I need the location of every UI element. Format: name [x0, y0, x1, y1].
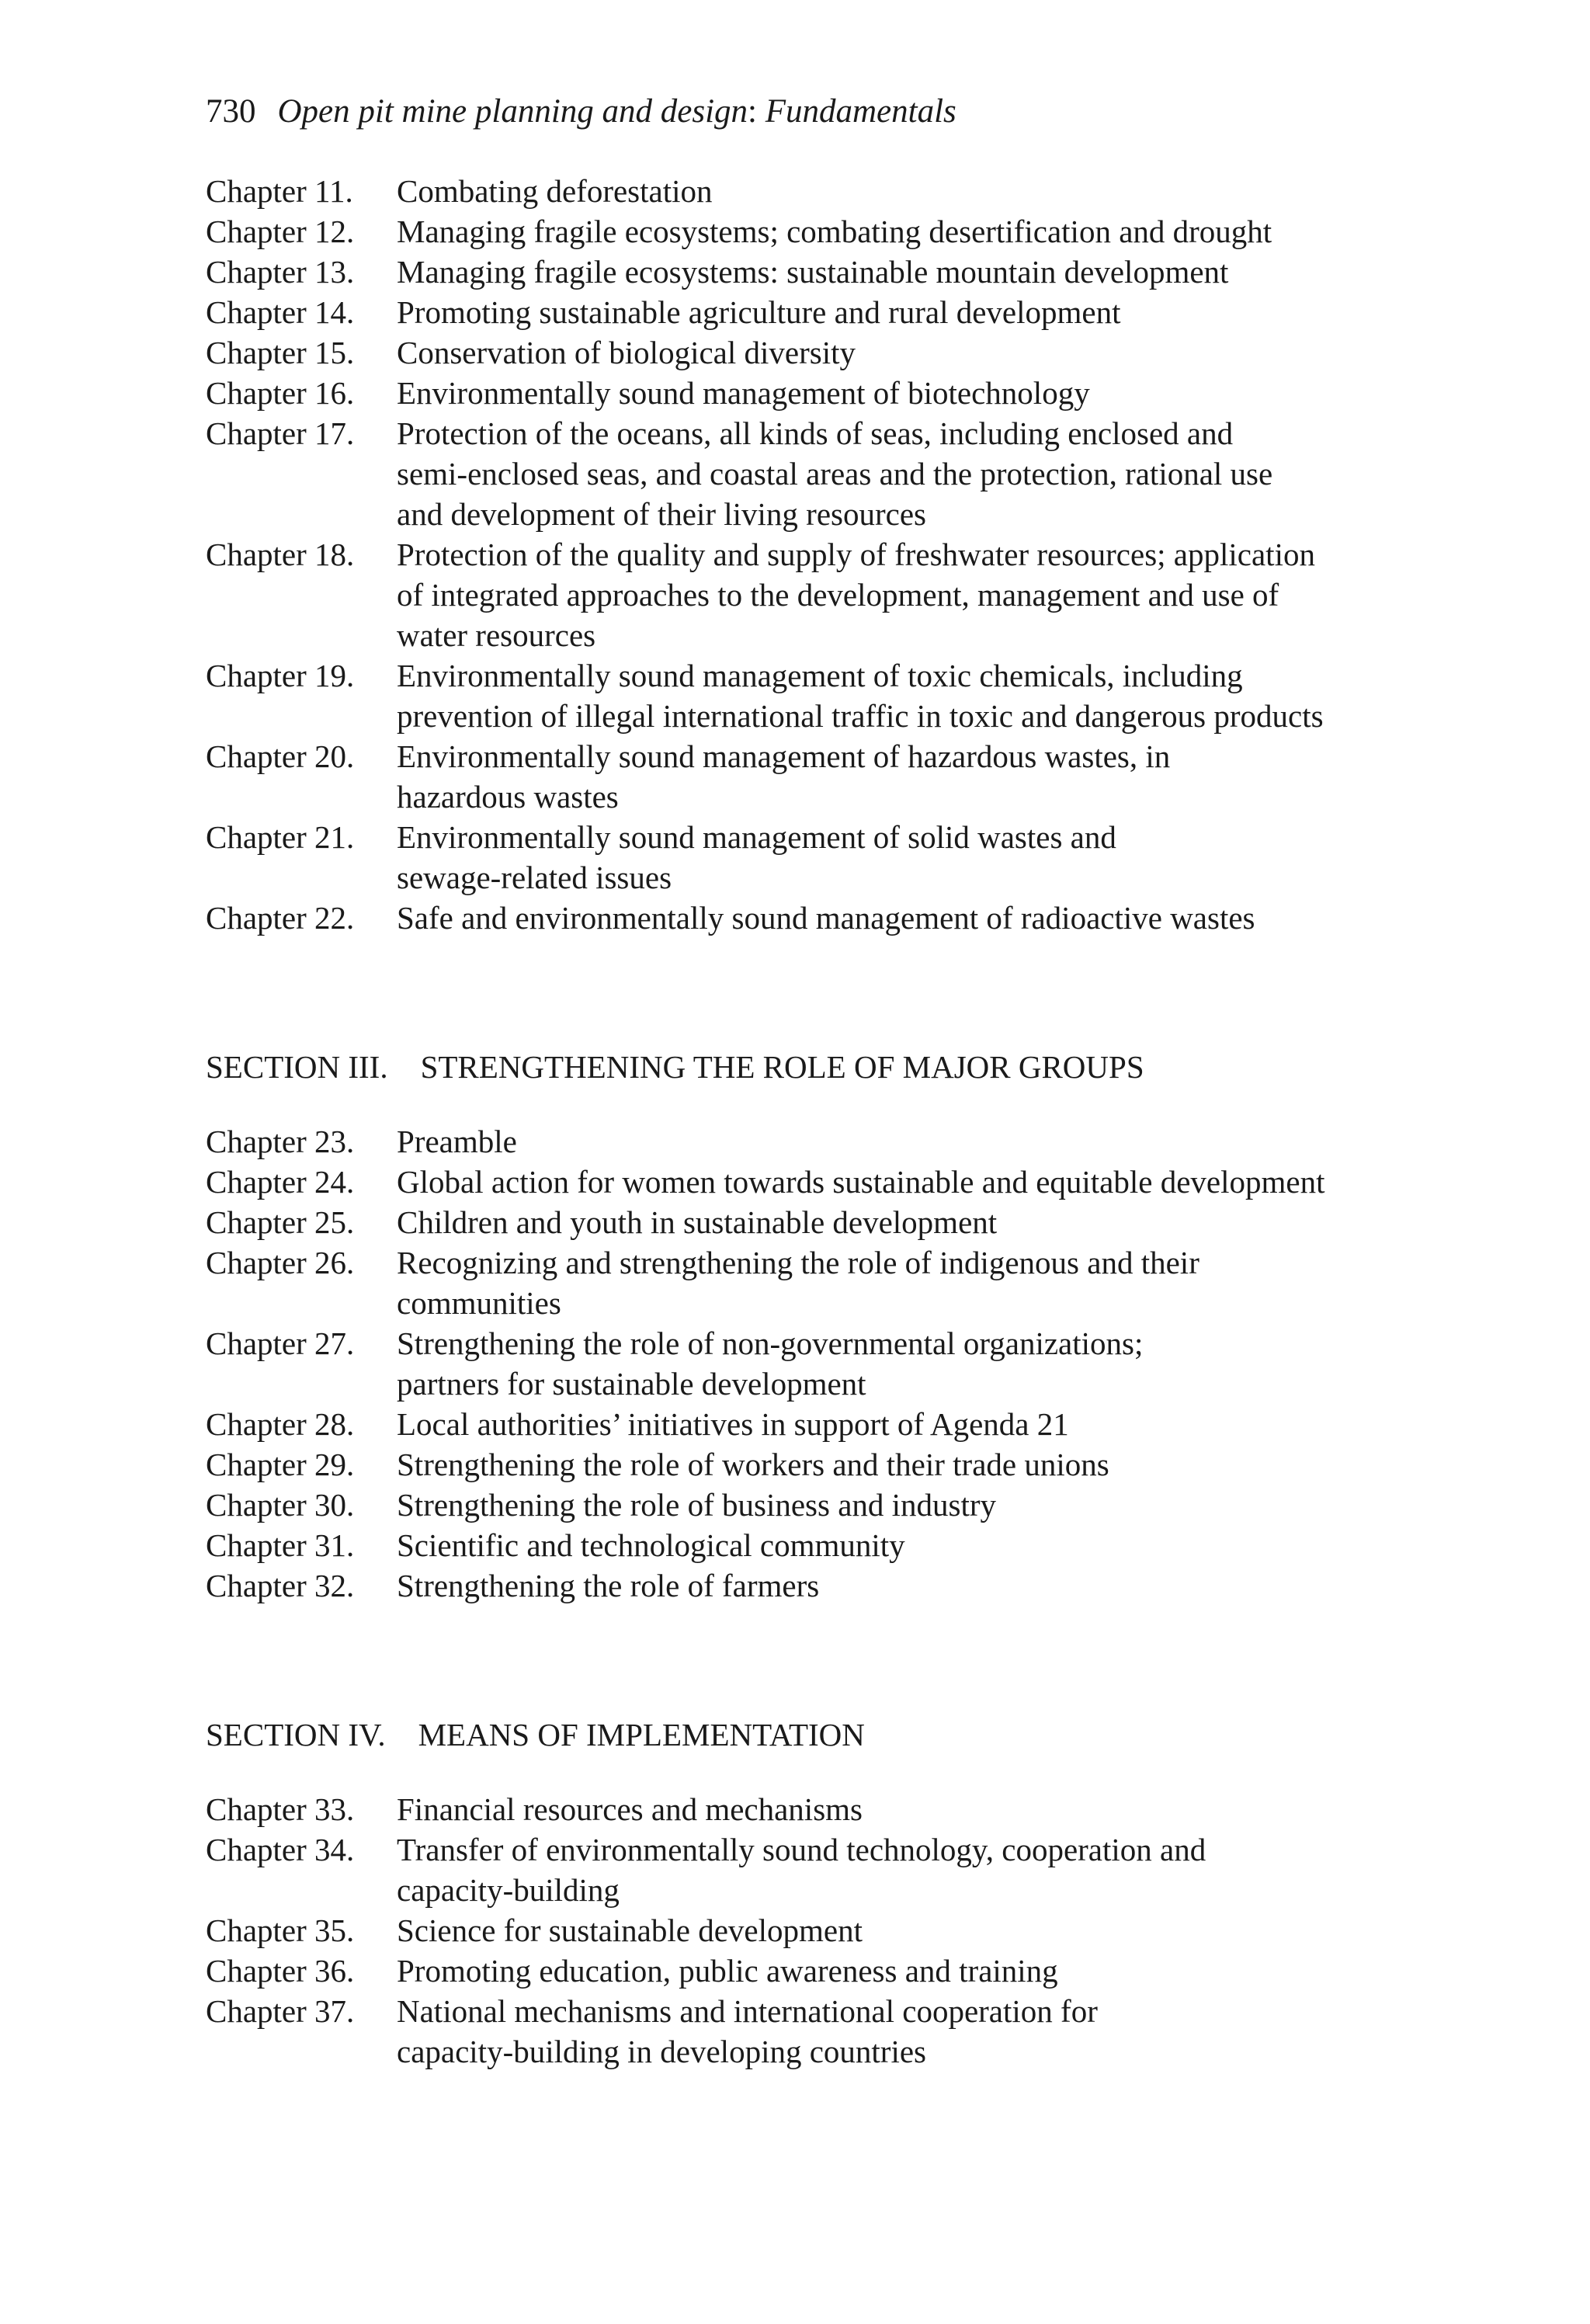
chapter-entry [206, 171, 1401, 211]
chapter-label: Chapter 33. [206, 1791, 355, 1827]
chapter-entry [206, 1789, 1401, 1829]
chapter-entry [206, 1444, 1401, 1485]
chapter-label: Chapter 14. [206, 294, 355, 330]
chapter-entry [206, 1202, 1401, 1242]
chapter-title-line: National mechanisms and international cooperation for [397, 1993, 1098, 2029]
chapter-title [397, 534, 1401, 655]
chapter-label: Chapter 25. [206, 1204, 355, 1240]
chapter-entry [206, 534, 1401, 655]
chapter-title-line: Local authorities’ initiatives in support of Agenda 21 [397, 1406, 1069, 1442]
chapter-entry [206, 1991, 1401, 2072]
chapter-label: Chapter 31. [206, 1527, 355, 1563]
chapter-title [397, 373, 1401, 413]
chapter-title [397, 171, 1401, 211]
chapter-title [397, 817, 1401, 898]
chapter-entry [206, 413, 1401, 534]
chapter-title [397, 1444, 1401, 1485]
chapter-title-line: sewage-related issues [397, 860, 672, 895]
chapter-title-line: semi-enclosed seas, and coastal areas and the protection, rational use [397, 456, 1273, 492]
chapter-title-line: of integrated approaches to the development, management and use of [397, 577, 1279, 613]
chapter-title-line: Transfer of environmentally sound technology, cooperation and [397, 1832, 1206, 1867]
chapter-entry [206, 898, 1401, 938]
chapter-entry [206, 211, 1401, 252]
chapter-label: Chapter 26. [206, 1245, 355, 1280]
chapter-title-line: Science for sustainable development [397, 1912, 863, 1948]
chapter-title [397, 1910, 1401, 1951]
chapter-label: Chapter 23. [206, 1124, 355, 1159]
chapter-label: Chapter 32. [206, 1568, 355, 1603]
section-3-number: SECTION III. [206, 1049, 388, 1085]
chapter-title-line: Strengthening the role of workers and their trade unions [397, 1447, 1109, 1482]
chapter-entry [206, 373, 1401, 413]
chapter-title-line: Global action for women towards sustainable and equitable development [397, 1164, 1325, 1200]
chapter-title [397, 1323, 1401, 1404]
chapter-title-line: Scientific and technological community [397, 1527, 905, 1563]
chapter-title [397, 1162, 1401, 1202]
chapter-list-section-2 [206, 171, 1401, 938]
chapter-entry [206, 1323, 1401, 1404]
chapter-label: Chapter 22. [206, 900, 355, 936]
chapter-title-line: Conservation of biological diversity [397, 335, 856, 370]
chapter-title [397, 1951, 1401, 1991]
chapter-title [397, 898, 1401, 938]
chapter-label: Chapter 13. [206, 254, 355, 290]
section-4-number: SECTION IV. [206, 1717, 386, 1753]
title-separator: : [748, 93, 757, 130]
chapter-title [397, 1565, 1401, 1606]
chapter-title-line: prevention of illegal international traffic in toxic and dangerous products [397, 698, 1324, 734]
chapter-title [397, 736, 1401, 817]
chapter-title-line: Strengthening the role of non-governmental organizations; [397, 1325, 1144, 1361]
chapter-title [397, 1121, 1401, 1162]
chapter-title-line: Environmentally sound management of biotechnology [397, 375, 1090, 411]
chapter-label: Chapter 16. [206, 375, 355, 411]
chapter-title-line: capacity-building in developing countries [397, 2034, 927, 2069]
chapter-title-line: Environmentally sound management of solid wastes and [397, 819, 1116, 855]
chapter-title-line: partners for sustainable development [397, 1366, 866, 1402]
chapter-title-line: Children and youth in sustainable development [397, 1204, 998, 1240]
chapter-entry [206, 1485, 1401, 1525]
chapter-entry [206, 292, 1401, 332]
chapter-title [397, 413, 1401, 534]
chapter-title [397, 252, 1401, 292]
chapter-title-line: Environmentally sound management of hazardous wastes, in [397, 738, 1171, 774]
section-3-heading [206, 1047, 1144, 1087]
chapter-title-line: water resources [397, 617, 596, 653]
chapter-title-line: Managing fragile ecosystems; combating desertification and drought [397, 214, 1272, 249]
chapter-label: Chapter 37. [206, 1993, 355, 2029]
chapter-entry [206, 1951, 1401, 1991]
chapter-title [397, 1404, 1401, 1444]
chapter-title-line: Promoting education, public awareness and training [397, 1953, 1058, 1989]
chapter-title [397, 655, 1401, 736]
book-title: Open pit mine planning and design [277, 93, 748, 130]
chapter-entry [206, 1121, 1401, 1162]
chapter-entry [206, 1829, 1401, 1910]
book-subtitle: Fundamentals [756, 93, 956, 130]
chapter-label: Chapter 17. [206, 415, 355, 451]
chapter-entry [206, 736, 1401, 817]
chapter-entry [206, 1525, 1401, 1565]
chapter-title-line: and development of their living resources [397, 496, 926, 532]
chapter-entry [206, 817, 1401, 898]
chapter-title [397, 1789, 1401, 1829]
chapter-title-line: Combating deforestation [397, 173, 713, 209]
chapter-label: Chapter 21. [206, 819, 355, 855]
chapter-title [397, 211, 1401, 252]
chapter-label: Chapter 24. [206, 1164, 355, 1200]
chapter-label: Chapter 27. [206, 1325, 355, 1361]
chapter-label: Chapter 34. [206, 1832, 355, 1867]
chapter-label: Chapter 19. [206, 658, 355, 693]
chapter-title-line: hazardous wastes [397, 779, 619, 815]
chapter-entry [206, 1565, 1401, 1606]
chapter-label: Chapter 11. [206, 173, 353, 209]
chapter-title [397, 1242, 1401, 1323]
chapter-title-line: Promoting sustainable agriculture and rural development [397, 294, 1121, 330]
chapter-title-line: Safe and environmentally sound management of radioactive wastes [397, 900, 1255, 936]
chapter-title [397, 292, 1401, 332]
chapter-title-line: Preamble [397, 1124, 517, 1159]
chapter-label: Chapter 29. [206, 1447, 355, 1482]
chapter-label: Chapter 12. [206, 214, 355, 249]
chapter-title [397, 1991, 1401, 2072]
chapter-entry [206, 655, 1401, 736]
chapter-title-line: Strengthening the role of farmers [397, 1568, 820, 1603]
page-number: 730 [206, 93, 256, 130]
chapter-list-section-3 [206, 1121, 1401, 1606]
chapter-title-line: communities [397, 1285, 561, 1321]
chapter-label: Chapter 15. [206, 335, 355, 370]
chapter-title [397, 1202, 1401, 1242]
chapter-title [397, 1829, 1401, 1910]
running-head [206, 92, 956, 132]
chapter-label: Chapter 28. [206, 1406, 355, 1442]
chapter-title-line: Managing fragile ecosystems: sustainable mountain development [397, 254, 1229, 290]
chapter-title [397, 332, 1401, 373]
section-3-title: STRENGTHENING THE ROLE OF MAJOR GROUPS [420, 1049, 1144, 1085]
chapter-label: Chapter 20. [206, 738, 355, 774]
chapter-list-section-4 [206, 1789, 1401, 2072]
chapter-title-line: Financial resources and mechanisms [397, 1791, 863, 1827]
chapter-title-line: Strengthening the role of business and industry [397, 1487, 997, 1523]
chapter-title [397, 1485, 1401, 1525]
chapter-entry [206, 1242, 1401, 1323]
chapter-title-line: Protection of the oceans, all kinds of seas, including enclosed and [397, 415, 1234, 451]
chapter-label: Chapter 18. [206, 537, 355, 572]
chapter-title [397, 1525, 1401, 1565]
chapter-label: Chapter 35. [206, 1912, 355, 1948]
section-4-title: MEANS OF IMPLEMENTATION [418, 1717, 865, 1753]
chapter-title-line: Protection of the quality and supply of freshwater resources; application [397, 537, 1315, 572]
chapter-title-line: capacity-building [397, 1872, 620, 1908]
chapter-label: Chapter 36. [206, 1953, 355, 1989]
section-4-heading [206, 1714, 865, 1755]
chapter-entry [206, 332, 1401, 373]
chapter-label: Chapter 30. [206, 1487, 355, 1523]
chapter-title-line: Environmentally sound management of toxic chemicals, including [397, 658, 1243, 693]
chapter-entry [206, 1404, 1401, 1444]
chapter-title-line: Recognizing and strengthening the role of indigenous and their [397, 1245, 1199, 1280]
chapter-entry [206, 1910, 1401, 1951]
chapter-entry [206, 252, 1401, 292]
chapter-entry [206, 1162, 1401, 1202]
